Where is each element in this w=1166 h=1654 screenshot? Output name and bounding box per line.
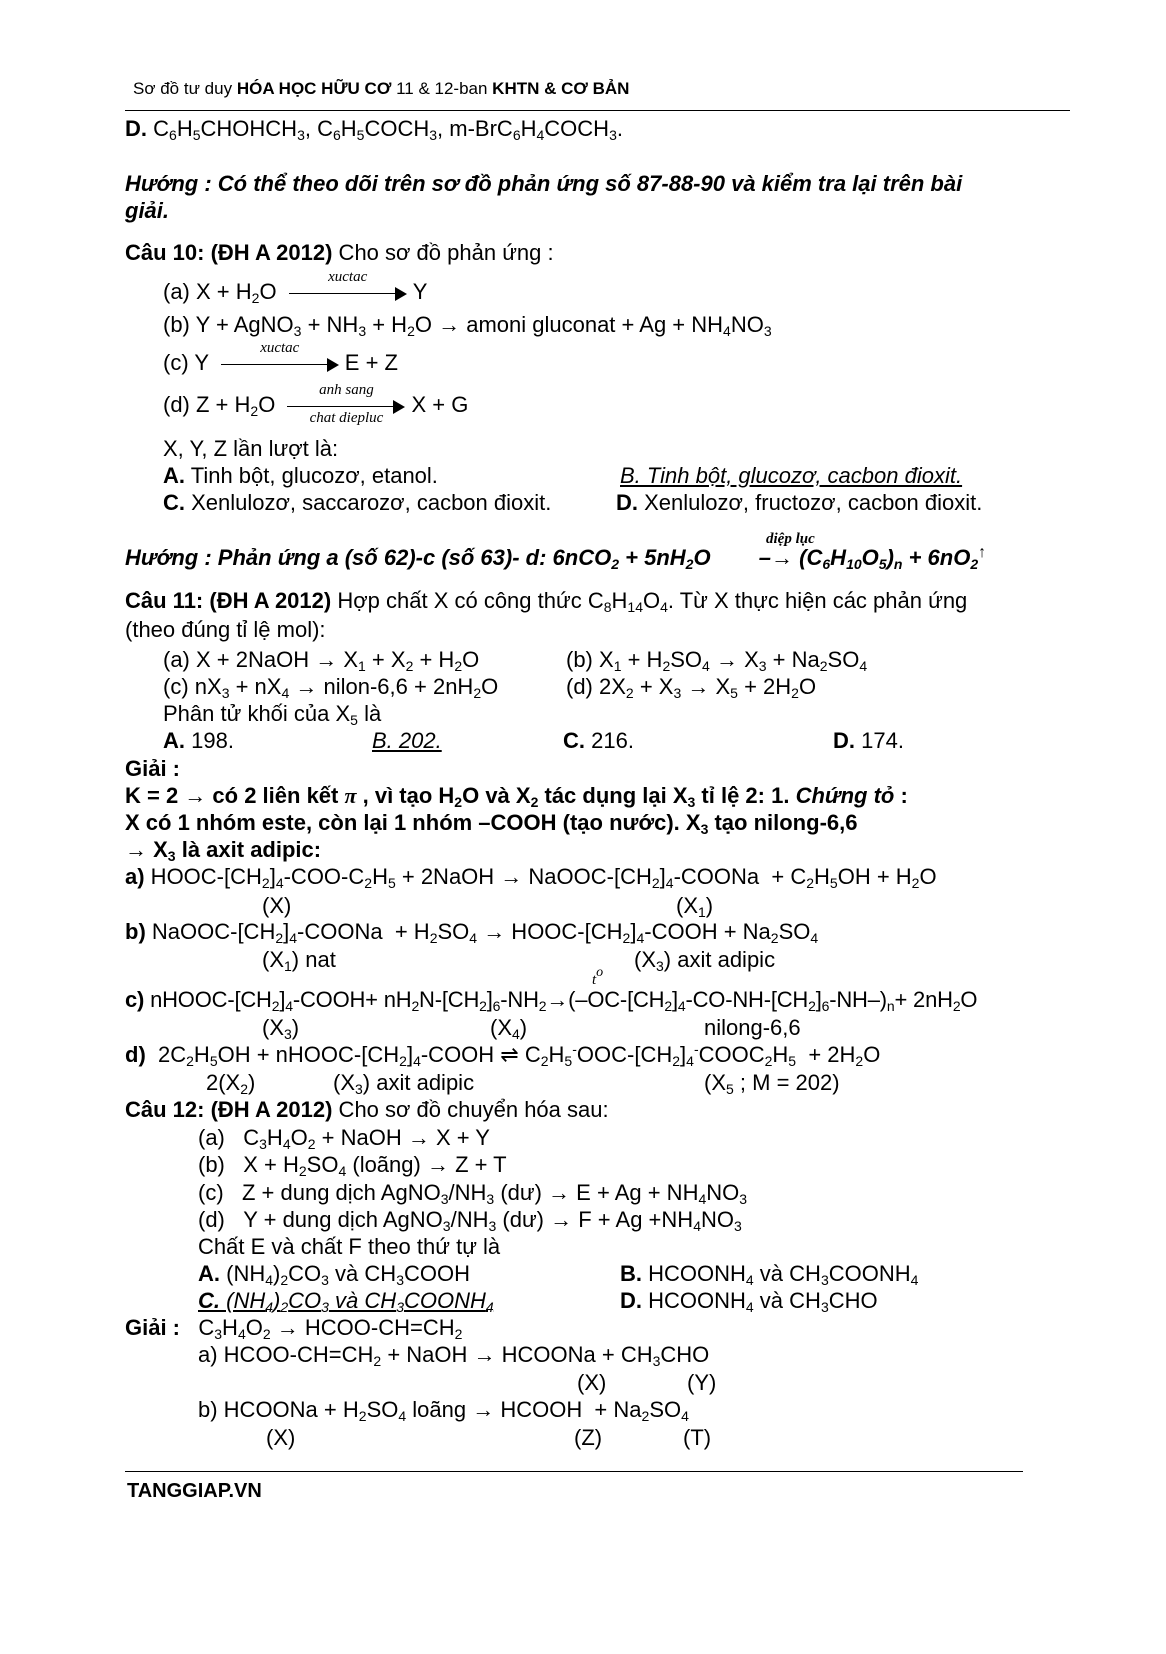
option-label: D. xyxy=(833,728,855,753)
q10-hint: Hướng : Phản ứng a (số 62)-c (số 63)- d: $6nCO_2 + 5nH_2O -\to (C_6H_{10}O_5)_n + 6nO_2^↑$ xyxy=(125,544,987,572)
q11-reaction-d: (d) $2X_2 + X_3 \to X_5 + 2H_2O$ xyxy=(566,674,817,701)
arrow-label-top: anh sang xyxy=(319,382,374,398)
q11-eq-c-label-nylon: nilong-6,6 xyxy=(704,1015,801,1040)
q10-option-a xyxy=(163,463,438,489)
q12-option-d: D. $HCOONH_4$ và $CH_3CHO$ xyxy=(620,1288,878,1315)
q9-option-d xyxy=(125,116,623,142)
q12-sa-label-y: (Y) xyxy=(687,1370,717,1395)
q11-eq-a-label-x1: $(X_1)$ xyxy=(676,893,714,920)
q10-reaction-d xyxy=(163,382,469,426)
q11-reaction-c: (c) $nX_3 + nX_4$ → nilon-6,6 + $2nH_2O$ xyxy=(163,674,499,701)
q9-hint-line1: Hướng : Có thể theo dõi trên sơ đồ phản ứng số 87-88-90 và kiểm tra lại trên bài xyxy=(125,171,963,196)
q10-heading xyxy=(125,240,554,266)
q10-option-c xyxy=(163,490,551,516)
temperature-label: $t^o$ xyxy=(592,965,604,988)
option-label: C. xyxy=(563,728,585,753)
q11-eq-c: c) nHOOC-$[CH_2]_4-COOH+ nH_2N-[CH_2]_6-NH_2\to(-OC-[CH_2]_4-CO-NH-[CH_2]_6-NH-)_n+ 2nH_2O$ xyxy=(125,987,978,1014)
q11-option-b-answer: B. 202. xyxy=(372,728,442,753)
page-header xyxy=(133,78,629,100)
q12-option-c-answer: C. $(NH_4)_2CO_3$ và $CH_3COONH_4$ xyxy=(198,1288,494,1315)
q12-solution-b: b) HCOONa + $H_2SO_4$ loãng → HCOOH + $Na_2SO_4$ xyxy=(198,1397,689,1424)
arrow-label: xuctac xyxy=(328,269,368,285)
q10-question: X, Y, Z lần lượt là: xyxy=(163,436,339,461)
q12-option-b: B. $HCOONH_4$ và $CH_3COONH_4$ xyxy=(620,1261,919,1288)
q11-heading: Câu 11: (ĐH A 2012) Hợp chất X có công thức $C_8H_{14}O_4$. Từ X thực hiện các phản ứng xyxy=(125,588,968,615)
q11-eq-b: b) NaOOC-$[CH_2]_4$-COONa + $H_2SO_4$ → HOOC-$[CH_2]_4$-COOH + $Na_2SO_4$ xyxy=(125,919,819,946)
q11-eq-d-label-x5: ($X_5$ ; M = 202) xyxy=(704,1070,840,1097)
q11-solution-label: Giải : xyxy=(125,756,181,781)
q10-option-d xyxy=(616,490,982,516)
q12-sb-label-z: (Z) xyxy=(574,1425,603,1450)
q12-reaction-b: (b) $X + H_2SO_4$ (loãng) → Z + T xyxy=(198,1152,507,1179)
q10-a-left: (a) $X + H_2O$ xyxy=(163,279,277,306)
header-subject: HÓA HỌC HỮU CƠ xyxy=(236,79,392,98)
q9-hint-line2: giải. xyxy=(125,198,170,223)
option-label: A. xyxy=(163,463,185,488)
q11-prompt2: (theo đúng tỉ lệ mol): xyxy=(125,617,326,642)
option-text: 198. xyxy=(185,728,234,753)
q12-sb-label-x: (X) xyxy=(266,1425,296,1450)
q11-option-c xyxy=(563,728,634,754)
option-label: A. xyxy=(163,728,185,753)
q11-eq-d: d) $2C_2H_5OH$ + nHOOC-$[CH_2]_4$-COOH ⇌ $C_2H_5^-OOC-[CH_2]_4^-COOC_2H_5 + 2H_2O$ xyxy=(125,1041,881,1069)
q12-title: Câu 12: (ĐH A 2012) xyxy=(125,1097,333,1122)
catalyst-arrow xyxy=(221,340,339,376)
q11-reaction-b: (b) $X_1 + H_2SO_4 \to X_3 + Na_2SO_4$ xyxy=(566,647,868,674)
q11-eq-d-label-x2: $2(X_2)$ xyxy=(206,1070,256,1097)
chlorophyll-label: diệp lục xyxy=(766,531,815,547)
q12-reaction-a: (a) $C_3H_4O_2$ + NaOH → X + Y xyxy=(198,1125,490,1152)
q10-c-right: E + Z xyxy=(344,350,398,375)
header-prefix: Sơ đồ tư duy xyxy=(133,79,237,98)
q10-c-left: (c) Y xyxy=(163,350,209,375)
option-text: 216. xyxy=(585,728,634,753)
q12-solution-a: a) HCOO-$CH=CH_2$ + NaOH → HCOONa + $CH_3CHO$ xyxy=(198,1342,710,1369)
q11-solution-line2: X có 1 nhóm este, còn lại 1 nhóm –COOH (tạo nước). $X_3$ tạo nilong-6,6 xyxy=(125,810,858,837)
q12-solution-line0: Giải : $C_3H_4O_2$ → HCOO-$CH=CH_2$ xyxy=(125,1315,463,1342)
q11-eq-a: a) HOOC-$[CH_2]_4-COO-C_2H_5$ + 2NaOH → NaOOC-$[CH_2]_4$-COONa + $C_2H_5OH + H_2O$ xyxy=(125,864,937,891)
q11-eq-b-label-x3: $(X_3)$ axit adipic xyxy=(634,947,776,974)
option-label: C. xyxy=(163,490,185,515)
q11-option-a xyxy=(163,728,234,754)
option-label: D. xyxy=(616,490,638,515)
footer-rule xyxy=(125,1471,1023,1472)
q12-sa-label-x: (X) xyxy=(577,1370,607,1395)
q11-eq-c-label-x4: $(X_4)$ xyxy=(490,1015,528,1042)
q10-prompt: Cho sơ đồ phản ứng : xyxy=(332,240,554,265)
q11-eq-a-label-x: (X) xyxy=(262,893,292,918)
q10-title: Câu 10: (ĐH A 2012) xyxy=(125,240,333,265)
q12-reaction-c: (c) Z + dung dịch $AgNO_3/NH_3$ (dư) → $E + Ag + NH_4NO_3$ xyxy=(198,1180,748,1207)
catalyst-arrow xyxy=(289,269,407,305)
q11-question: Phân tử khối của $X_5$ là xyxy=(163,701,382,728)
footer-site: TANGGIAP.VN xyxy=(127,1480,262,1502)
q10-reaction-a xyxy=(163,269,428,306)
photosynthesis-arrow xyxy=(287,382,405,426)
q11-title: Câu 11: (ĐH A 2012) xyxy=(125,588,332,613)
q12-sb-label-t: (T) xyxy=(683,1425,712,1450)
q9-d-text: $C_6H_5CHOHCH_3$, $C_6H_5COCH_3$, $m-BrC_6H_4COCH_3$. xyxy=(153,116,623,143)
q10-d-right: X + G xyxy=(411,392,469,417)
q10-reaction-b: (b) Y + AgNO$_3$ + $NH_3 + H_2O$ → amoni gluconat + $Ag + NH_4NO_3$ xyxy=(163,312,772,339)
arrow-label-bottom: chat diepluc xyxy=(309,410,384,426)
q12-option-a: A. $(NH_4)_2CO_3$ và $CH_3COOH$ xyxy=(198,1261,470,1288)
q12-reaction-d: (d) Y + dung dịch $AgNO_3/NH_3$ (dư) → $F + Ag +NH_4NO_3$ xyxy=(198,1207,742,1234)
q10-option-b-answer: B. Tinh bột, glucozơ, cacbon đioxit. xyxy=(620,463,963,488)
q11-option-d xyxy=(833,728,904,754)
q11-solution-line3: → $X_3$ là axit adipic: xyxy=(125,837,322,864)
q10-a-right: Y xyxy=(412,279,428,304)
header-rule xyxy=(125,110,1070,111)
q9-d-label: D. xyxy=(125,116,147,141)
option-text: Xenlulozơ, fructozơ, cacbon đioxit. xyxy=(638,490,983,515)
option-text: Tinh bột, glucozơ, etanol. xyxy=(185,463,438,488)
q10-reaction-c xyxy=(163,340,398,376)
option-text: Xenlulozơ, saccarozơ, cacbon đioxit. xyxy=(185,490,552,515)
arrow-label: xuctac xyxy=(260,340,300,356)
header-mid: 11 & 12-ban xyxy=(391,79,493,98)
q10-d-left: (d) $Z + H_2O$ xyxy=(163,392,276,419)
q11-eq-b-label-x1: $(X_1)$ nat xyxy=(262,947,336,974)
q12-prompt: Cho sơ đồ chuyển hóa sau: xyxy=(332,1097,609,1122)
header-track: KHTN & CƠ BẢN xyxy=(492,79,630,98)
q11-eq-d-label-x3: $(X_3)$ axit adipic xyxy=(333,1070,475,1097)
q12-question: Chất E và chất F theo thứ tự là xyxy=(198,1234,501,1259)
option-text: 174. xyxy=(855,728,904,753)
q11-reaction-a: (a) X + 2NaOH → $X_1 + X_2 + H_2O$ xyxy=(163,647,480,674)
q12-heading xyxy=(125,1097,609,1123)
q11-solution-line1: K = 2 → có 2 liên kết π , vì tạo $H_2O$ và $X_2$ tác dụng lại $X_3$ tỉ lệ 2: 1. Chứng tỏ : xyxy=(125,783,908,810)
q11-eq-c-label-x3: $(X_3)$ xyxy=(262,1015,300,1042)
